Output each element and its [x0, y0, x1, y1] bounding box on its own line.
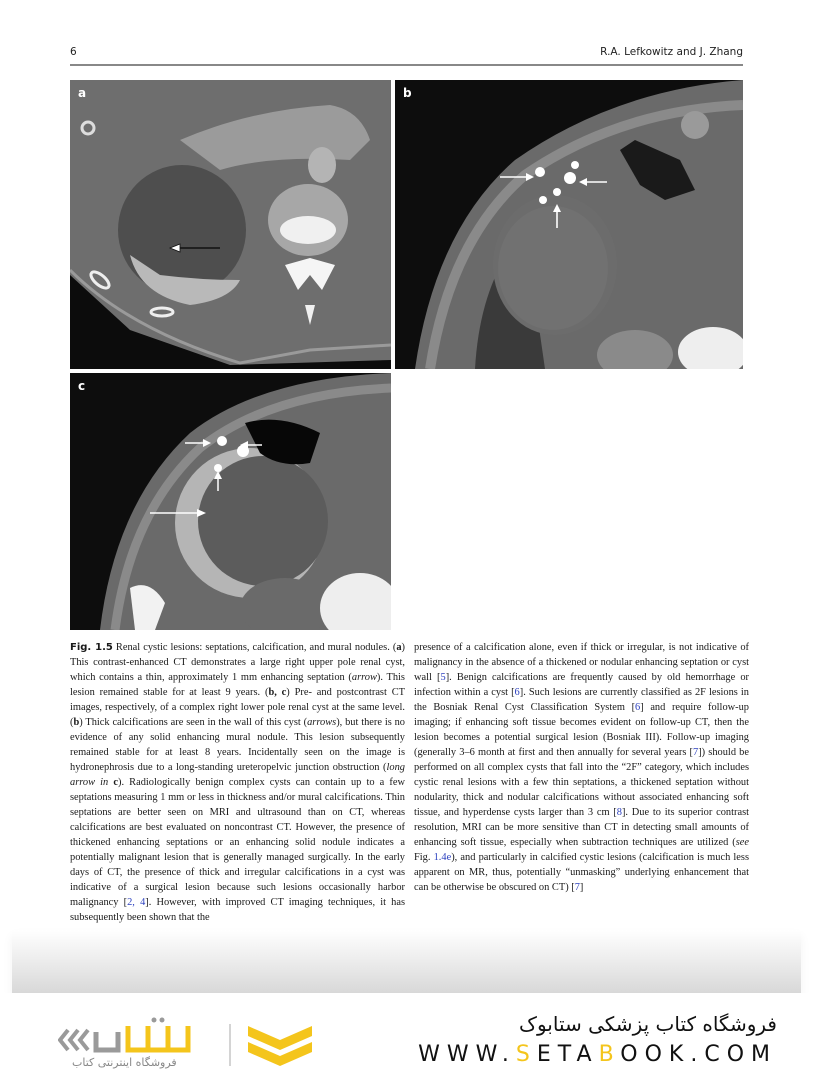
- page-number: 6: [70, 46, 77, 58]
- text-run: ). This lesion remained stable for at least 9 years. (: [70, 672, 405, 698]
- running-head-authors: R.A. Lefkowitz and J. Zhang: [600, 46, 743, 58]
- citation-link[interactable]: 7: [693, 747, 699, 758]
- logo-subtitle: فروشگاه اینترنتی کتاب: [72, 1056, 177, 1069]
- caption-left-text: [70, 642, 405, 923]
- bold-run: b, c: [268, 687, 287, 698]
- text-run: Fig.: [414, 852, 434, 863]
- store-name: فروشگاه کتاب پزشکی ستابوک: [519, 1012, 777, 1036]
- bold-run: c: [113, 777, 118, 788]
- panel-label-a: a: [78, 86, 87, 100]
- text-run: ] and require follow-up imaging; if enhancing soft tissue becomes evident on follow-up CT, then the lesion becomes a potential surgical lesion (Bosniak III). Follow-up imaging (generally 3–6 month at first and then annually for several years [: [414, 702, 749, 758]
- url-part: ETA: [536, 1042, 599, 1067]
- page-bottom-fade: [12, 930, 801, 993]
- text-run: ]. However, with improved CT imaging techniques, it has subsequently been shown that the: [70, 897, 406, 923]
- figure-label: Fig. 1.5: [70, 642, 113, 653]
- running-head: [70, 46, 743, 66]
- url-part: OOK.COM: [620, 1042, 777, 1067]
- text-run: Renal cystic lesions: septations, calcification, and mural nodules. (: [112, 642, 397, 653]
- figure-caption-left: [70, 640, 405, 925]
- text-run: ]. Such lesions are currently classified as 2F lesions in the Bosniak Renal Cyst Classification System [: [414, 687, 749, 713]
- ct-panel-a: [70, 80, 391, 369]
- citation-link[interactable]: 5: [440, 672, 446, 683]
- figure-caption-right: [414, 640, 749, 895]
- text-run: ]. Benign calcifications are frequently caused by old hemorrhage or infection within a cyst [: [414, 672, 750, 698]
- text-run: ) This contrast-enhanced CT demonstrates a large right upper pole renal cyst, which contains a thin, approximately 1 mm enhancing septation (: [70, 642, 405, 683]
- italic-run: see: [735, 837, 749, 848]
- italic-run: arrows: [307, 717, 337, 728]
- text-run: ) Pre- and postcontrast CT images, respectively, of a complex right lower pole renal cyst at the same level. (: [70, 687, 406, 728]
- text-run: presence of a calcification alone, even if thick or irregular, is not indicative of malignancy in the absence of a thickened or nodular enhancing septation or cyst wall [: [414, 642, 749, 683]
- bold-run: b: [73, 717, 80, 728]
- ct-image-b: [395, 80, 743, 369]
- panel-label-b: b: [403, 86, 412, 100]
- text-run: ]. Due to its superior contrast resolution, MRI can be more sensitive than CT in detecting small amounts of enhancing soft tissue, especially when subtraction techniques are utilized (: [414, 807, 749, 848]
- citation-link[interactable]: 6: [514, 687, 520, 698]
- text-run: ), and particularly in calcified cystic lesions (calcification is much less apparent on MR, thus, potentially “unmasking” underlying enhancement that can be otherwise be obscured on CT) [: [414, 852, 749, 893]
- bold-run: a: [396, 642, 402, 653]
- citation-link[interactable]: 6: [635, 702, 641, 713]
- url-accent-b: B: [598, 1042, 621, 1067]
- header-rule: [70, 64, 743, 66]
- ct-panel-b: [395, 80, 743, 369]
- ct-image-a: [70, 80, 391, 369]
- url-part: WWW.: [418, 1042, 516, 1067]
- store-url-link[interactable]: [418, 1042, 777, 1067]
- italic-run: arrow: [351, 672, 377, 683]
- italic-run: long arrow in: [70, 762, 405, 788]
- citation-link[interactable]: 1.4e: [433, 852, 452, 863]
- ct-image-c: [70, 373, 391, 630]
- url-accent-s: S: [515, 1042, 537, 1067]
- text-run: ). Radiologically benign complex cysts can contain up to a few septations measuring 1 mm or less in thickness and/or mural calcifications. Thin septations are better seen on MRI and ultrasound than on CT, whereas calcifications are best evaluated on noncontrast CT. However, the presence of thickened enhancing septations or an enhancing solid nodule indicates a potentially malignant lesion that is generally managed surgically. In the early days of CT, the presence of thick and irregular calcifications in a cyst was indicative of a surgical lesion because such lesions occasionally harbor malignancy [: [70, 777, 405, 908]
- panel-label-c: c: [78, 379, 86, 393]
- ct-panel-c: [70, 373, 391, 630]
- text-run: ), but there is no evidence of any solid enhancing mural nodule. This lesion subsequently remained stable for at least 8 years. Incidentally seen on the image is hydronephrosis due to a long-standing ureteropelvic junction obstruction (: [70, 717, 405, 773]
- text-run: ) Thick calcifications are seen in the wall of this cyst (: [79, 717, 308, 728]
- citation-link[interactable]: 2, 4: [127, 897, 146, 908]
- citation-link[interactable]: 7: [574, 882, 580, 893]
- citation-link[interactable]: 8: [616, 807, 622, 818]
- caption-right-text: [414, 642, 749, 893]
- text-run: ]) should be performed on all complex cysts that fall into the “2F” category, which includes cystic renal lesions with a few thin septations, a thickened septation without nodularity, thick and nodular calcifications without associated enhancing soft tissue, and hyperdense cysts larger than 3 cm [: [414, 747, 749, 818]
- text-run: ]: [579, 882, 584, 893]
